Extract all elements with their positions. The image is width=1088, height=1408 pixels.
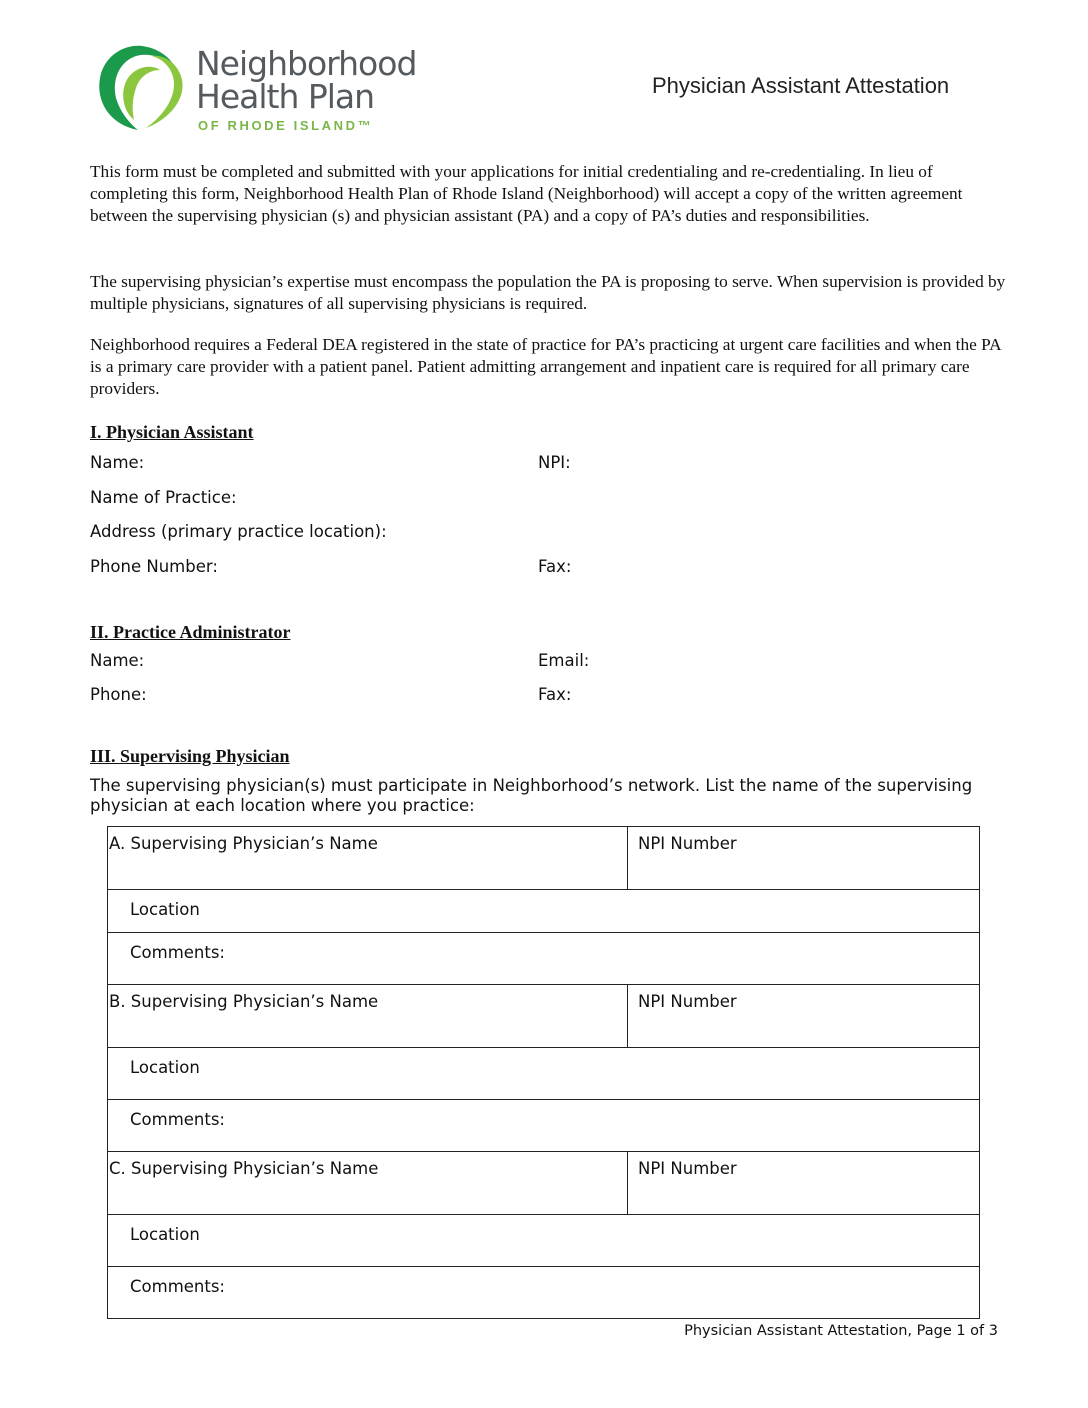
pa-phone-label: Phone Number: bbox=[90, 557, 218, 576]
admin-phone-label: Phone: bbox=[90, 685, 147, 704]
location-row bbox=[108, 889, 979, 932]
comments-row bbox=[108, 932, 979, 984]
section-heading-supervising-physician: III. Supervising Physician bbox=[90, 746, 290, 766]
supervising-physician-instructions: The supervising physician(s) must participate in Neighborhood’s network. List the name of the supervising physician at each location where you practice: bbox=[90, 776, 973, 815]
location-field[interactable]: Location bbox=[130, 900, 200, 919]
npi-number-field[interactable]: NPI Number bbox=[638, 1159, 737, 1178]
physician-block-c bbox=[107, 1151, 980, 1319]
admin-fax-label: Fax: bbox=[538, 685, 572, 704]
supervising-physician-table bbox=[107, 826, 980, 1319]
location-field[interactable]: Location bbox=[130, 1225, 200, 1244]
pa-npi-label: NPI: bbox=[538, 453, 571, 472]
logo-text-line3: OF RHODE ISLAND™ bbox=[198, 118, 374, 133]
physician-name-field[interactable]: A. Supervising Physician’s Name bbox=[108, 827, 628, 889]
intro-paragraph-3: Neighborhood requires a Federal DEA registered in the state of practice for PA’s practicing at urgent care facilities and when the PA is a primary care provider with a patient panel. Patient admitting arrangement and inpatient care is required for all primary care providers. bbox=[90, 335, 1001, 398]
intro-paragraph-2: The supervising physician’s expertise must encompass the population the PA is proposing to serve. When supervision is provided by multiple physicians, signatures of all supervising physicians is required. bbox=[90, 272, 1006, 313]
pa-address-label: Address (primary practice location): bbox=[90, 522, 387, 541]
admin-name-label: Name: bbox=[90, 651, 145, 670]
comments-row bbox=[108, 1266, 979, 1318]
intro-paragraph-1: This form must be completed and submitted with your applications for initial credentialing and re-credentialing. In lieu of completing this form, Neighborhood Health Plan of Rhode Island (Neighborhood) will accept a copy of the written agreement between the supervising physician (s) and physician assistant (PA) and a copy of PA’s duties and responsibilities. bbox=[90, 162, 963, 225]
section-heading-practice-administrator: II. Practice Administrator bbox=[90, 622, 291, 642]
pa-name-label: Name: bbox=[90, 453, 145, 472]
comments-field[interactable]: Comments: bbox=[130, 1277, 225, 1296]
physician-block-a bbox=[107, 826, 980, 984]
nhpri-logo bbox=[94, 40, 424, 135]
physician-name-field[interactable]: C. Supervising Physician’s Name bbox=[108, 1152, 628, 1214]
admin-email-label: Email: bbox=[538, 651, 590, 670]
npi-number-field[interactable]: NPI Number bbox=[638, 834, 737, 853]
pa-fax-label: Fax: bbox=[538, 557, 572, 576]
location-field[interactable]: Location bbox=[130, 1058, 200, 1077]
logo-text-line1: Neighborhood bbox=[196, 44, 417, 83]
physician-name-row bbox=[108, 827, 979, 889]
location-row bbox=[108, 1047, 979, 1099]
section-heading-physician-assistant: I. Physician Assistant bbox=[90, 422, 254, 442]
pa-practice-label: Name of Practice: bbox=[90, 488, 237, 507]
physician-name-row bbox=[108, 985, 979, 1047]
comments-field[interactable]: Comments: bbox=[130, 1110, 225, 1129]
physician-name-row bbox=[108, 1152, 979, 1214]
document-title: Physician Assistant Attestation bbox=[652, 73, 950, 98]
npi-number-field[interactable]: NPI Number bbox=[638, 992, 737, 1011]
nhpri-logo-icon bbox=[94, 40, 192, 135]
location-row bbox=[108, 1214, 979, 1266]
comments-row bbox=[108, 1099, 979, 1151]
comments-field[interactable]: Comments: bbox=[130, 943, 225, 962]
physician-block-b bbox=[107, 984, 980, 1151]
logo-text-line2: Health Plan bbox=[196, 77, 375, 116]
page-footer: Physician Assistant Attestation, Page 1 of 3 bbox=[684, 1323, 998, 1339]
physician-name-field[interactable]: B. Supervising Physician’s Name bbox=[108, 985, 628, 1047]
